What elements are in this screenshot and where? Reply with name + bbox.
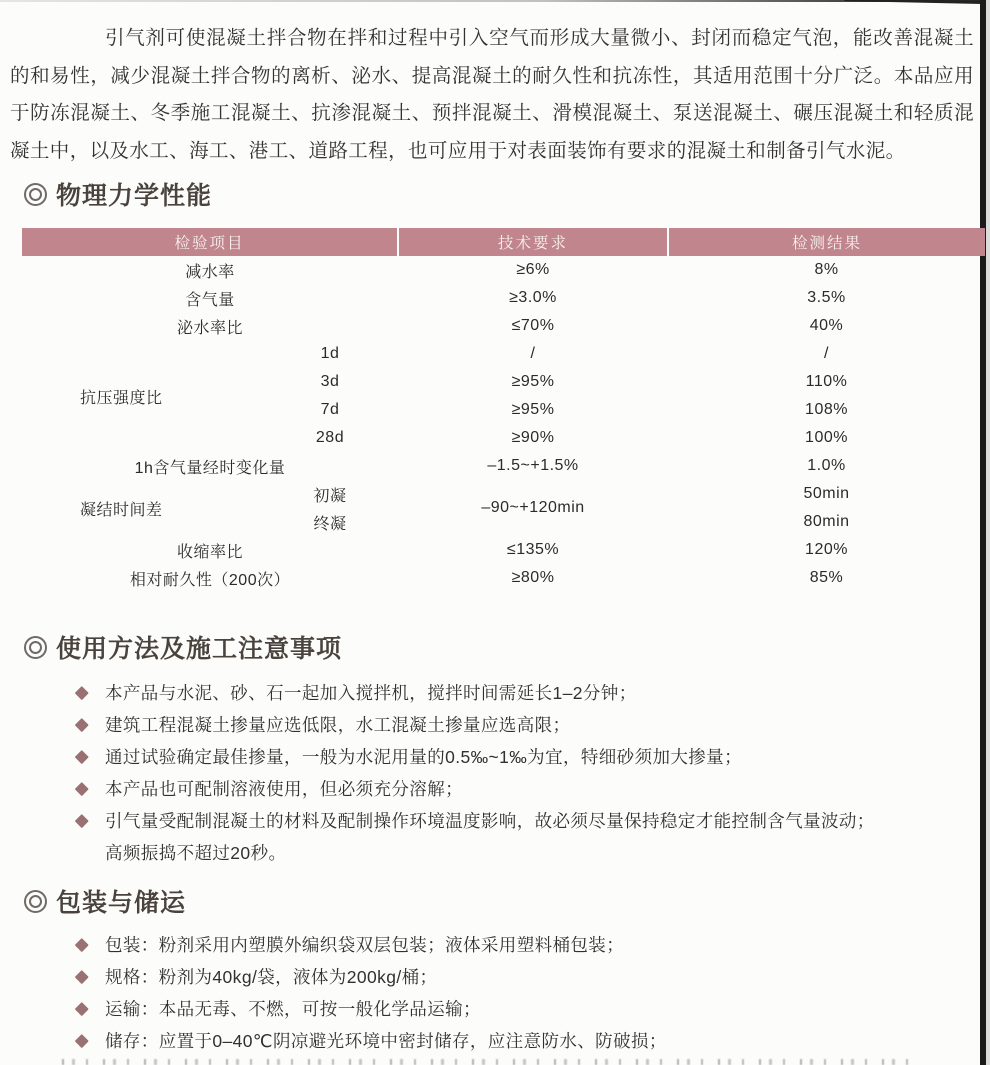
cell-item: 相对耐久性（200次） [129, 571, 291, 589]
list-item-text: 建筑工程混凝土掺量应选低限，水工混凝土掺量应选高限； [105, 715, 571, 735]
list-item [70, 1025, 956, 1057]
table-header-result: 检测结果 [668, 228, 985, 256]
cell-requirement: ≤70% [511, 317, 555, 334]
list-item-text: 规格：粉剂为40kg/袋，液体为200kg/桶； [105, 967, 438, 987]
list-item-text: 本产品也可配制溶液使用，但必须充分溶解； [105, 779, 463, 799]
table-header-item: 检验项目 [22, 228, 398, 256]
packaging-bullet-list [70, 929, 956, 1057]
list-item-text: 储存：应置于0–40℃阴凉避光环境中密封储存，应注意防水、防破损； [105, 1031, 667, 1051]
intro-paragraph: 引气剂可使混凝土拌合物在拌和过程中引入空气而形成大量微小、封闭而稳定气泡，能改善混凝土的和易性，减少混凝土拌合物的离析、泌水、提高混凝土的耐久性和抗冻性，其适用范围十分广泛。本品应用于防冻混凝土、冬季施工混凝土、抗渗混凝土、预拌混凝土、滑模混凝土、泵送混凝土、碾压混凝土和轻质混凝土中，以及水工、海工、港工、道路工程，也可应用于对表面装饰有要求的混凝土和制备引气水泥。 [10, 27, 974, 162]
list-item [70, 677, 956, 709]
cell-result: 1.0% [807, 457, 846, 474]
list-item-text-continuation: 高频振捣不超过20秒。 [105, 843, 287, 863]
list-item [70, 961, 956, 993]
section-marker-icon [24, 636, 47, 659]
cell-requirement: –1.5~+1.5% [487, 457, 579, 474]
section-heading-physical [24, 176, 212, 212]
cell-requirement: / [530, 345, 536, 362]
list-item [70, 773, 956, 805]
diamond-bullet-icon [75, 1034, 88, 1047]
cell-item-sub: 3d [320, 373, 340, 390]
list-item-text: 本产品与水泥、砂、石一起加入搅拌机，搅拌时间需延长1–2分钟； [105, 683, 637, 703]
cell-result: 85% [809, 569, 844, 586]
cell-item: 含气量 [185, 291, 235, 309]
cell-result: / [824, 345, 829, 362]
list-item [70, 929, 956, 961]
cell-item-sub: 1d [320, 345, 340, 362]
cell-item: 泌水率比 [177, 319, 244, 337]
cutoff-text-line [62, 1059, 922, 1065]
cell-result: 120% [805, 541, 848, 558]
cell-result: 100% [805, 429, 848, 446]
table-row [22, 256, 985, 284]
cell-requirement: ≥95% [511, 401, 555, 418]
cell-item-group: 凝结时间差 [80, 501, 163, 519]
cell-item-sub: 初凝 [313, 487, 347, 505]
section-title-packaging: 包装与储运 [56, 889, 187, 917]
cell-item-sub: 7d [320, 401, 340, 418]
cell-requirement: ≥95% [511, 373, 555, 390]
table-header-row [22, 228, 985, 256]
cell-requirement: ≥90% [511, 429, 555, 446]
section-marker-icon [24, 890, 47, 913]
cell-result: 8% [814, 261, 839, 278]
diamond-bullet-icon [75, 814, 88, 827]
cell-result: 110% [805, 373, 848, 390]
cell-result: 108% [805, 401, 848, 418]
diamond-bullet-icon [75, 718, 88, 731]
table-row [22, 284, 985, 312]
cell-result: 80min [803, 513, 850, 530]
list-item-text: 运输：本品无毒、不燃，可按一般化学品运输； [105, 999, 481, 1019]
cell-result: 50min [803, 485, 850, 502]
table-row [22, 564, 985, 592]
cell-item: 1h含气量经时变化量 [134, 459, 286, 477]
cell-item: 减水率 [185, 263, 235, 281]
section-marker-icon [24, 183, 47, 206]
list-item-text: 引气量受配制混凝土的材料及配制操作环境温度影响，故必须尽量保持稳定才能控制含气量波动； [105, 811, 875, 831]
list-item [70, 993, 956, 1025]
section-title-physical: 物理力学性能 [56, 182, 213, 210]
cell-result: 40% [809, 317, 844, 334]
table-row [22, 536, 985, 564]
diamond-bullet-icon [75, 782, 88, 795]
cell-item-sub: 28d [315, 429, 345, 446]
table-row [22, 480, 985, 508]
diamond-bullet-icon [75, 970, 88, 983]
scan-edge-right-outer [986, 0, 990, 1065]
cell-item-group: 抗压强度比 [80, 389, 163, 407]
list-item [70, 709, 956, 741]
table-row [22, 452, 985, 480]
cell-requirement: –90~+120min [481, 499, 585, 516]
table-row [22, 312, 985, 340]
cell-item-sub: 终凝 [313, 515, 347, 533]
cell-item: 收缩率比 [177, 543, 244, 561]
list-item [70, 805, 956, 869]
diamond-bullet-icon [75, 750, 88, 763]
cell-result: 3.5% [807, 289, 846, 306]
scan-edge-top [0, 0, 990, 2]
diamond-bullet-icon [75, 938, 88, 951]
cell-requirement: ≥6% [516, 261, 550, 278]
table-row [22, 340, 985, 368]
table-header-requirement: 技术要求 [398, 228, 668, 256]
cell-requirement: ≥80% [511, 569, 555, 586]
section-heading-usage [24, 629, 342, 665]
diamond-bullet-icon [75, 686, 88, 699]
list-item-text: 通过试验确定最佳掺量，一般为水泥用量的0.5‰~1‰为宜，特细砂须加大掺量； [105, 747, 742, 767]
section-title-usage: 使用方法及施工注意事项 [56, 635, 343, 663]
cell-requirement: ≤135% [506, 541, 560, 558]
diamond-bullet-icon [75, 1002, 88, 1015]
list-item-text: 包装：粉剂采用内塑膜外编织袋双层包装；液体采用塑料桶包装； [105, 935, 625, 955]
usage-bullet-list [70, 677, 956, 869]
physical-properties-table [22, 228, 985, 592]
list-item [70, 741, 956, 773]
section-heading-packaging [24, 883, 186, 919]
cell-requirement: ≥3.0% [509, 289, 557, 306]
